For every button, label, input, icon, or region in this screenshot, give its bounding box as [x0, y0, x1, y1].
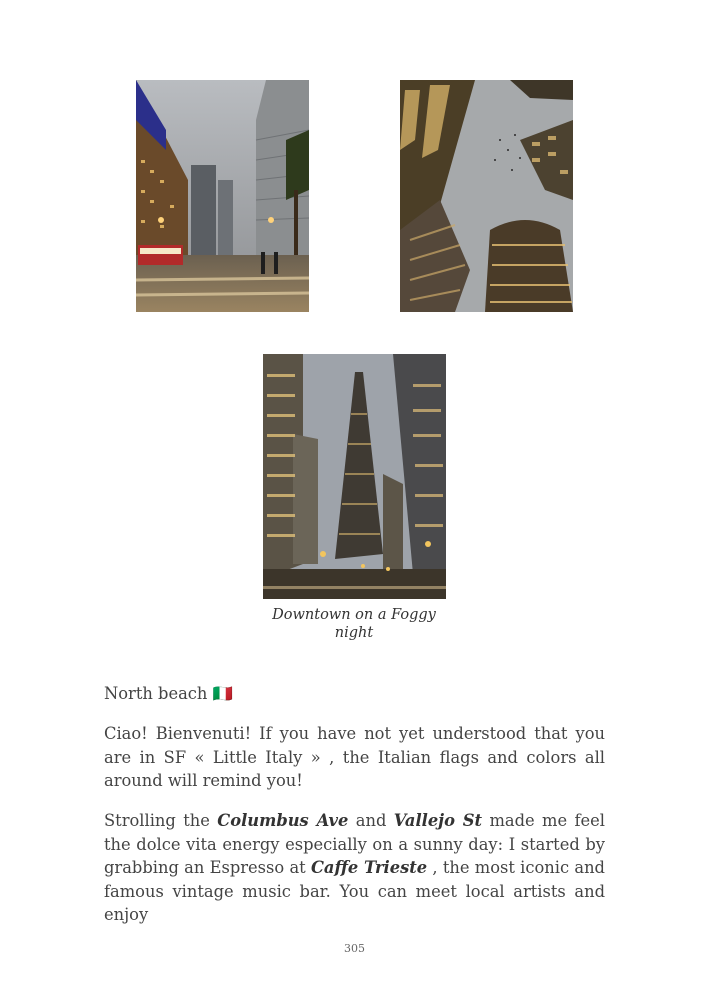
skyscrapers-looking-up-photo	[400, 80, 573, 312]
photo-caption	[254, 606, 454, 642]
para2-text-3: made me feel the dolce vita energy especially on a sunny day: I started by grabbing an Espresso at	[104, 811, 606, 877]
para2-text-2: and	[348, 811, 394, 830]
downtown-foggy-night-photo	[263, 354, 446, 599]
para2-text-4: , the most iconic and famous vintage music bar. You can meet local artists and enjoy	[104, 858, 605, 924]
paragraph-strolling	[104, 809, 605, 927]
street-name-vallejo: Vallejo St	[393, 811, 483, 830]
para2-text-1: Strolling the	[104, 811, 218, 830]
street-name-columbus: Columbus Ave	[217, 811, 349, 830]
caption-line-2: night	[334, 625, 374, 641]
page-number: 305	[344, 942, 365, 955]
caption-line-1: Downtown on a Foggy	[272, 607, 436, 623]
street-scene-photo	[136, 80, 309, 312]
paragraph-intro: Ciao! Bienvenuti! If you have not yet understood that you are in SF « Little Italy » , the Italian flags and colors all around will remind you!	[104, 724, 605, 790]
cafe-name: Caffe Trieste	[310, 858, 428, 877]
section-heading: North beach 🇮🇹	[104, 684, 233, 703]
